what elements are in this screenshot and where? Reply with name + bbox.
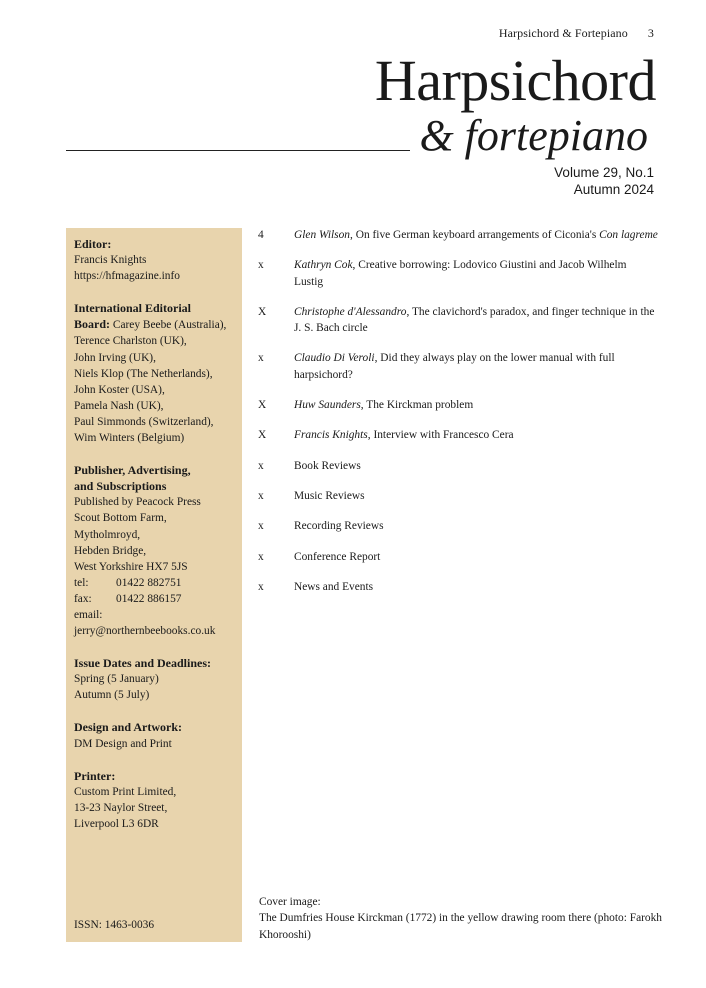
entry-separator: , [350,229,356,241]
entry-title: The clavichord's paradox, and finger technique in the J. S. Bach circle [294,305,655,335]
editor-heading: Editor: [74,237,112,251]
entry-title: On five German keyboard arrangements of Ciconia's [355,229,600,241]
entry-text [294,227,658,243]
board-member: John Koster (USA), [74,383,165,396]
entry-page-number: X [258,305,267,318]
entry-author: Huw Saunders [294,399,361,412]
printer-line: Liverpool L3 6DR [74,817,159,830]
entry-page-number: 4 [258,229,264,241]
page-number: 3 [647,26,654,40]
contents-entry[interactable] [258,350,658,383]
telephone-label: tel: [74,576,89,589]
printer-line: 13-23 Naylor Street, [74,801,168,814]
board-member: Paul Simmonds (Switzerland), [74,415,214,428]
contents-entry[interactable] [258,227,658,243]
entry-title: News and Events [294,580,374,593]
board-first-line [74,316,242,333]
entry-author: Kathryn Cok [294,259,353,272]
entry-separator: , [360,399,367,412]
cover-caption [259,894,669,943]
entry-page-number: x [258,489,264,502]
entry-title: Music Reviews [294,489,365,502]
design-section [74,719,242,751]
board-member: Wim Winters (Belgium) [74,432,185,445]
fax-number: 01422 886157 [116,592,182,605]
email-label: email: [74,608,103,621]
editor-website-link[interactable]: https://hfmagazine.info [74,270,180,283]
entry-page-number: x [258,259,264,272]
masthead-rule [66,150,410,151]
entry-page-number: x [258,520,264,533]
cover-caption-label: Cover image: [259,896,321,908]
entry-author: Francis Knights [294,429,368,442]
publisher-heading: Publisher, Advertising, [74,463,191,478]
fax-label: fax: [74,592,92,605]
entry-title: Book Reviews [294,459,361,472]
volume-number: Volume 29, No.1 [554,165,654,180]
entry-author: Christophe d'Alessandro [294,305,407,318]
telephone-number: 01422 882751 [116,576,182,589]
entry-separator: , [352,259,359,272]
publisher-heading-2: and Subscriptions [74,479,167,494]
entry-page-number: x [258,550,264,563]
design-credit: DM Design and Print [74,737,172,750]
board-member: Niels Klop (The Netherlands), [74,367,213,380]
entry-text [294,397,658,413]
masthead-title: Harpsichord [374,48,656,113]
issn: ISSN: 1463-0036 [74,919,155,931]
issue-dates-heading: Issue Dates and Deadlines: [74,656,212,671]
entry-page-number: X [258,429,267,442]
contents-entry[interactable] [258,304,658,337]
issue-date: Autumn (5 July) [74,689,150,702]
editor-name: Francis Knights [74,254,147,267]
cover-caption-text: The Dumfries House Kirckman (1772) in the yellow drawing room there (photo: Farokh Khorooshi) [259,912,663,941]
printer-line: Custom Print Limited, [74,785,177,798]
entry-page-number: x [258,580,264,593]
entry-title-italic: Con lagreme [599,229,658,241]
board-member: Pamela Nash (UK), [74,399,164,412]
entry-author: Glen Wilson [294,229,351,241]
entry-page-number: x [258,352,264,365]
printer-section [74,768,242,832]
entry-title: Interview with Francesco Cera [373,429,514,442]
publisher-line: West Yorkshire HX7 5JS [74,560,188,573]
masthead-sidebar [66,228,242,942]
entry-text [294,304,658,337]
issue-dates-section [74,655,242,703]
board-member: John Irving (UK), [74,351,156,364]
email-link[interactable]: jerry@northernbeebooks.co.uk [74,625,216,638]
entry-separator: , [367,429,374,442]
publisher-line: Hebden Bridge, [74,544,147,557]
board-member: Carey Beebe (Australia), [110,319,227,332]
entry-page-number: X [258,399,267,412]
contents-entry[interactable] [258,518,658,534]
telephone-row [74,575,242,591]
entry-text [294,350,658,383]
entry-title: The Kirckman problem [366,399,474,412]
board-heading: International Editorial [74,301,192,316]
entry-title: Conference Report [294,550,381,563]
entry-title: Recording Reviews [294,520,384,533]
publisher-line: Published by Peacock Press [74,496,201,509]
publisher-line: Scout Bottom Farm, [74,512,167,525]
table-of-contents [258,227,658,609]
contents-entry[interactable] [258,488,658,504]
running-head [499,26,654,41]
entry-text [294,427,658,443]
publisher-section [74,462,242,639]
contents-entry[interactable] [258,397,658,413]
entry-title: Creative borrowing: Lodovico Giustini and Jacob Wilhelm Lustig [294,259,627,288]
contents-entry[interactable] [258,257,658,290]
printer-heading: Printer: [74,768,116,783]
fax-row [74,591,242,607]
design-heading: Design and Artwork: [74,720,183,735]
board-member: Terence Charlston (UK), [74,335,187,348]
contents-entry[interactable] [258,427,658,443]
board-section [74,300,242,446]
entry-author: Claudio Di Veroli [294,352,375,365]
contents-entry[interactable] [258,458,658,474]
contents-entry[interactable] [258,549,658,565]
editor-section [74,236,242,284]
board-heading-2: Board: [74,317,110,332]
entry-text [294,257,658,290]
volume-block [554,164,654,198]
publisher-line: Mytholmroyd, [74,528,141,541]
contents-entry[interactable] [258,579,658,595]
entry-title: Did they always play on the lower manual with full harpsichord? [294,352,615,381]
issue-date: Spring (5 January) [74,673,159,686]
entry-separator: , [374,352,381,365]
issue-season: Autumn 2024 [573,182,654,197]
entry-separator: , [406,305,412,318]
masthead-subtitle: & fortepiano [419,111,648,160]
running-head-title: Harpsichord & Fortepiano [498,26,628,40]
entry-page-number: x [258,459,264,472]
